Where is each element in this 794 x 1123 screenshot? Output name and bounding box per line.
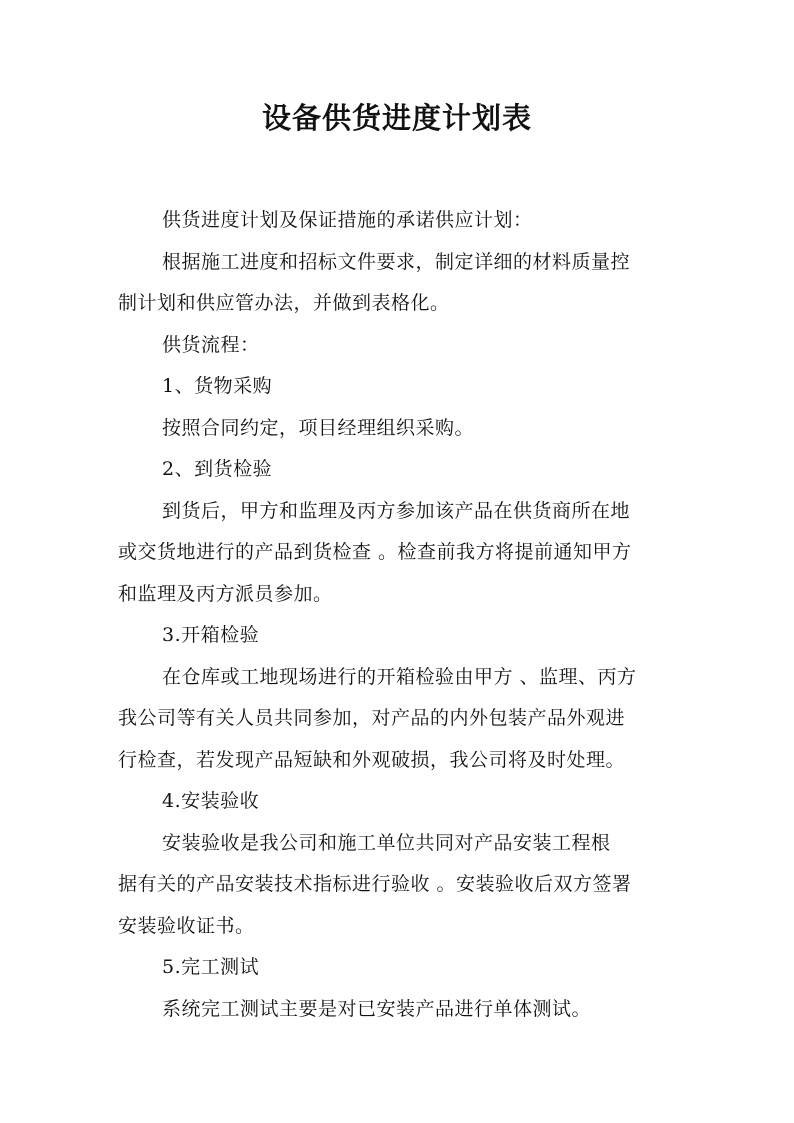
heading-unpacking-inspection	[118, 615, 678, 657]
heading-supply-process	[118, 325, 678, 367]
document-body	[118, 200, 678, 1030]
heading-arrival-inspection	[118, 449, 678, 491]
paragraph-line: 3.开箱检验	[162, 624, 260, 646]
paragraph-line: 制计划和供应管办法，并做到表格化。	[118, 292, 450, 314]
paragraph-line: 到货后，甲方和监理及丙方参加该产品在供货商所在地	[162, 499, 631, 522]
heading-completion-test	[118, 947, 678, 989]
paragraph-line: 4.安装验收	[162, 790, 260, 812]
paragraph-completion-test	[118, 989, 678, 1031]
paragraph-line: 供货进度计划及保证措施的承诺供应计划：	[162, 209, 533, 231]
paragraph-line: 按照合同约定，项目经理组织采购。	[162, 416, 475, 439]
paragraph-line: 1、货物采购	[162, 375, 273, 397]
heading-procurement	[118, 366, 678, 408]
document-title: 设备供货进度计划表	[261, 101, 532, 135]
paragraph-line: 和监理及丙方派员参加。	[118, 582, 333, 605]
paragraph-line: 或交货地进行的产品到货检查 。检查前我方将提前通知甲方	[118, 541, 632, 563]
paragraph-line: 根据施工进度和招标文件要求，制定详细的材料质量控	[162, 250, 631, 273]
paragraph-line: 在仓库或工地现场进行的开箱检验由甲方 、监理、丙方	[162, 665, 637, 688]
paragraph-line: 据有关的产品安装技术指标进行验收 。安装验收后双方签署	[118, 873, 632, 895]
paragraph-construction-plan	[118, 242, 678, 325]
paragraph-unpacking-inspection	[118, 657, 678, 782]
paragraph-arrival-inspection	[118, 491, 678, 616]
paragraph-line: 安装验收是我公司和施工单位共同对产品安装工程根	[162, 831, 611, 854]
paragraph-installation-acceptance	[118, 823, 678, 948]
paragraph-line: 系统完工测试主要是对已安装产品进行单体测试。	[162, 997, 592, 1020]
paragraph-line: 供货流程：	[162, 333, 260, 356]
paragraph-intro	[118, 200, 678, 242]
paragraph-line: 2、到货检验	[162, 458, 273, 480]
paragraph-line: 行检查，若发现产品短缺和外观破损，我公司将及时处理。	[118, 748, 626, 771]
paragraph-line: 安装验收证书。	[118, 914, 255, 937]
paragraph-line: 5.完工测试	[162, 956, 260, 978]
heading-installation-acceptance	[118, 781, 678, 823]
paragraph-procurement	[118, 408, 678, 450]
paragraph-line: 我公司等有关人员共同参加，对产品的内外包装产品外观进	[118, 707, 626, 729]
